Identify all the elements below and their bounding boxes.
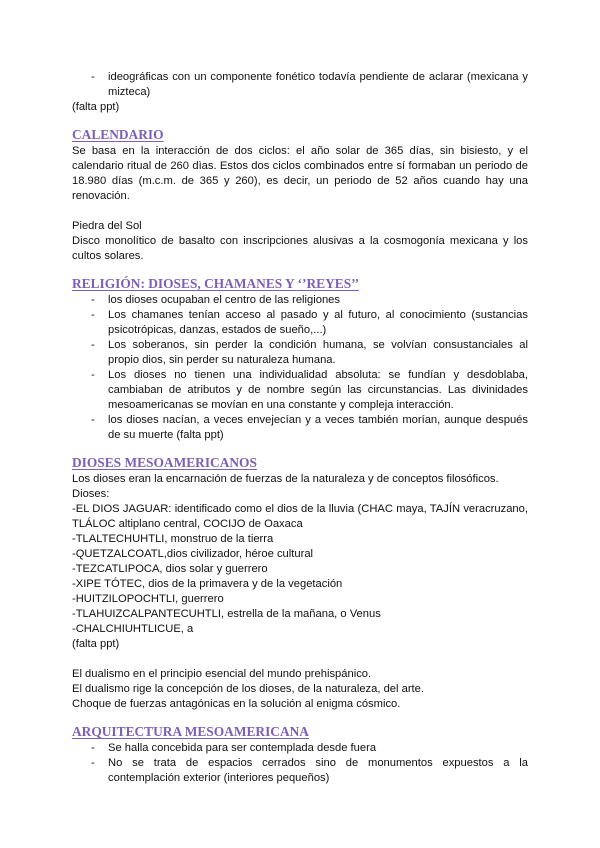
bullet-dash: - — [91, 294, 95, 306]
dios-entry: -EL DIOS JAGUAR: identificado como el dios de la lluvia (CHAC maya, TAJÍN veracruzano, TLÁLOC altiplano central, COCIJO de Oaxaca — [72, 503, 528, 530]
dios-entry: -TLALTECHUHTLI, monstruo de la tierra — [72, 533, 274, 545]
bullet-item — [72, 308, 528, 338]
bullet-text: No se trata de espacios cerrados sino de monumentos expuestos a la contemplación exterior (interiores pequeños) — [108, 757, 528, 784]
bullet-item — [72, 756, 528, 786]
bullet-dash: - — [91, 414, 95, 426]
dios-entry: -HUITZILOPOCHTLI, guerrero — [72, 593, 224, 605]
bullet-text: Se halla concebida para ser contemplada desde fuera — [108, 742, 377, 754]
dios-entry: -CHALCHIUHTLICUE, a — [72, 623, 194, 635]
dualismo-line: El dualismo en el principio esencial del mundo prehispánico. — [72, 668, 372, 680]
bullet-dash: - — [91, 71, 95, 83]
arquitectura-list — [72, 741, 528, 786]
dios-entry: -TLAHUIZCALPANTECUHTLI, estrella de la mañana, o Venus — [72, 608, 381, 620]
dios-entry: -TEZCATLIPOCA, dios solar y guerrero — [72, 563, 268, 575]
bullet-item — [72, 338, 528, 368]
bullet-item — [72, 293, 528, 308]
dios-entry: -QUETZALCOATL,dios civilizador, héroe cultural — [72, 548, 314, 560]
bullet-dash: - — [91, 742, 95, 754]
section-heading-arquitectura: ARQUITECTURA MESOAMERICANA — [72, 724, 309, 739]
piedra-description: Disco monolítico de basalto con inscripciones alusivas a la cosmogonía mexicana y los cultos solares. — [72, 235, 528, 262]
dualismo-line: El dualismo rige la concepción de los dioses, de la naturaleza, del arte. — [72, 683, 424, 695]
bullet-item — [72, 368, 528, 413]
bullet-item — [72, 741, 528, 756]
bullet-text: los dioses ocupaban el centro de las religiones — [108, 294, 340, 306]
dioses-intro: Los dioses eran la encarnación de fuerzas de la naturaleza y de conceptos filosóficos. — [72, 473, 499, 485]
section-heading-calendario: CALENDARIO — [72, 127, 164, 142]
note-text: (falta ppt) — [72, 638, 120, 650]
dioses-label: Dioses: — [72, 488, 110, 500]
bullet-item — [72, 413, 528, 443]
bullet-text: Los dioses no tienen una individualidad absoluta: se fundían y desdoblaba, cambiaban de atributos y de nombre según las circunstancias. Las divinidades mesoamericanas se movían en una constante y compleja interacción. — [108, 369, 528, 411]
bullet-text: los dioses nacían, a veces envejecían y a veces también morían, aunque después de su muerte (falta ppt) — [108, 414, 528, 441]
bullet-dash: - — [91, 369, 95, 381]
piedra-title: Piedra del Sol — [72, 220, 142, 232]
bullet-text: ideográficas con un componente fonético todavía pendiente de aclarar (mexicana y mizteca) — [108, 71, 528, 98]
religion-list — [72, 293, 528, 443]
dualismo-line: Choque de fuerzas antagónicas en la solución al enigma cósmico. — [72, 698, 401, 710]
bullet-dash: - — [91, 757, 95, 769]
section-heading-religion: RELIGIÓN: DIOSES, CHAMANES Y ‘’REYES’’ — [72, 276, 360, 291]
bullet-dash: - — [91, 339, 95, 351]
bullet-text: Los chamanes tenían acceso al pasado y al futuro, al conocimiento (sustancias psicotrópicas, danzas, estados de sueño,...) — [108, 309, 528, 336]
note-text: (falta ppt) — [72, 101, 120, 113]
calendario-paragraph: Se basa en la interacción de dos ciclos: el año solar de 365 días, sin bisiesto, y el calendario ritual de 260 dìas. Estos dos ciclos combinados entre sí formaban un periodo de 18.980 días (m.c.m. de 365 y 260), es decir, un periodo de 52 años cuando hay una renovación. — [72, 145, 528, 202]
bullet-text: Los soberanos, sin perder la condición humana, se volvían consustanciales al propio dios, sin perder su naturaleza humana. — [108, 339, 528, 366]
section-heading-dioses: DIOSES MESOAMERICANOS — [72, 455, 257, 470]
bullet-dash: - — [91, 309, 95, 321]
bullet-item — [72, 70, 528, 100]
dios-entry: -XIPE TÓTEC, dios de la primavera y de la vegetación — [72, 578, 343, 590]
